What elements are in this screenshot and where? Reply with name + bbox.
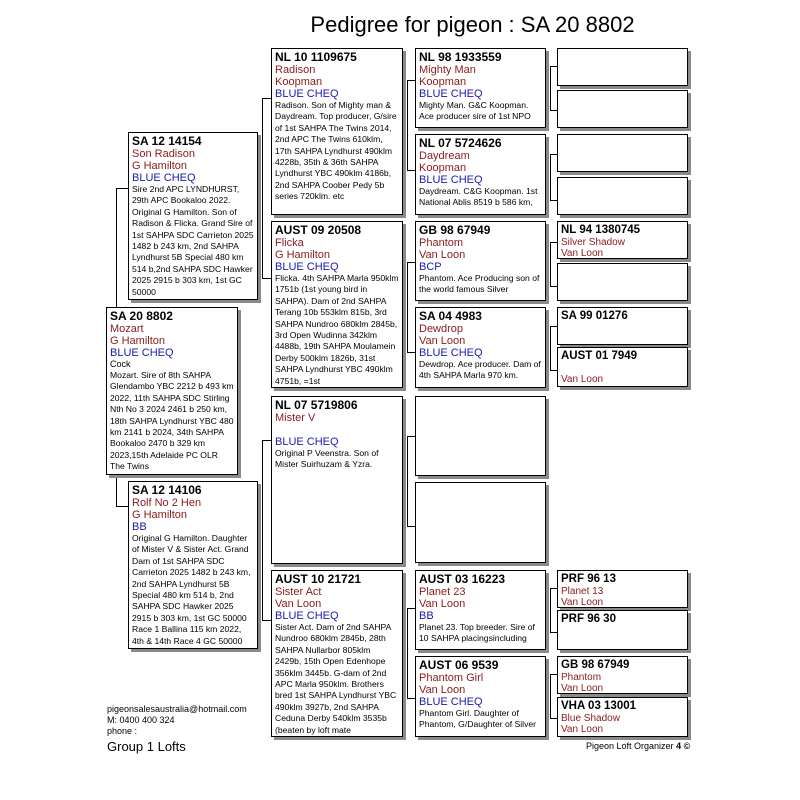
ring-number: GB 98 67949 — [561, 659, 630, 671]
pigeon-name: Phantom — [561, 672, 602, 683]
connector-line — [407, 436, 408, 526]
connector-line — [407, 80, 408, 170]
ring-number: NL 94 1380745 — [561, 224, 641, 236]
connector-line — [550, 242, 551, 286]
pigeon-box-g5[interactable] — [557, 177, 688, 215]
pigeon-notes: Original G Hamilton. Daughter of Mister V & Sister Act. Grand Dam of 1st SAHPA SDC Carrieton 2025 1482 b 243 km, 2nd SAHPA Lyndhurst 5B Special 480 km 514 b, 2nd SAHPA SDC Hawker 2025 2915 b 303 km, 1st GC 50000 Race 1 Ballina 115 km 2022, 4th & 14th Race 4 GC 50000 — [132, 533, 251, 646]
pigeon-sex: Cock — [110, 359, 131, 369]
pigeon-box-dss-empty[interactable] — [415, 396, 546, 476]
breeder-name: Van Loon — [419, 249, 466, 261]
connector-line — [550, 370, 557, 371]
connector-line — [550, 588, 557, 589]
connector-line — [550, 632, 557, 633]
connector-line — [407, 170, 415, 171]
pigeon-colour: BLUE CHEQ — [419, 88, 483, 100]
pigeon-box-ssd[interactable] — [415, 134, 546, 215]
breeder-name: Van Loon — [561, 683, 604, 694]
pigeon-notes: Dewdrop. Ace producer. Dam of 4th SAHPA Marla 970 km. — [419, 359, 541, 381]
connector-line — [407, 608, 415, 609]
pigeon-box-g5[interactable] — [557, 221, 688, 259]
pigeon-box-sss[interactable] — [415, 48, 546, 128]
pigeon-box-sire[interactable] — [128, 132, 258, 300]
breeder-name — [275, 424, 399, 436]
pigeon-box-g5[interactable] — [557, 610, 688, 650]
pigeon-name: Planet 23 — [419, 586, 466, 598]
pigeon-notes: Flicka. 4th SAHPA Marla 950klm 1751b (1st young bird in SAHPA). Dam of 2nd SAHPA Terang 10b 553klm 815b, 3rd SAHPA Nundroo 680klm 2845b, 3rd Open Wudinna 342klm 4488b, 19th SAHPA Moulamein Derby 500klm 1826b, 31st SAHPA Lyndhurst YBC 490klm 4751b, =1st — [275, 273, 399, 386]
pigeon-box-subject[interactable] — [106, 307, 238, 475]
connector-line — [262, 440, 271, 441]
breeder-name: Van Loon — [561, 597, 604, 608]
connector-line — [550, 242, 557, 243]
breeder-name: G Hamilton — [132, 160, 188, 172]
pigeon-box-sdd[interactable] — [415, 307, 546, 388]
ring-number: SA 04 4983 — [419, 309, 482, 323]
breeder-name: Van Loon — [419, 598, 466, 610]
breeder-name: Koopman — [275, 76, 323, 88]
pigeon-colour: BLUE CHEQ — [419, 347, 483, 359]
breeder-name: Van Loon — [419, 684, 466, 696]
pigeon-notes: Original P Veenstra. Son of Mister Suirhuzam & Yzra. — [275, 448, 379, 470]
pigeon-name: Phantom Girl — [419, 672, 484, 684]
pigeon-name: Daydream — [419, 150, 470, 162]
connector-line — [550, 154, 557, 155]
ring-number: VHA 03 13001 — [561, 700, 637, 712]
pigeon-box-sds[interactable] — [415, 221, 546, 301]
pigeon-name: Dewdrop — [419, 323, 464, 335]
pigeon-notes: Radison. Son of Mighty man & Daydream. Top producer, G/sire of 1st SAHPA The Twins 2014, 2nd APC The Twins 610klm, 17th SAHPA Lyndhurst 490klm 4228b, 35th & 36th SAHPA Lyndhurst YBC 490klm 4186b, 2nd SAHPA Coober Pedy 5b series 720klm. etc — [275, 100, 397, 202]
ring-number: SA 12 14106 — [132, 483, 202, 497]
connector-line — [550, 200, 557, 201]
connector-line — [550, 110, 557, 111]
breeder-name: G Hamilton — [110, 335, 166, 347]
pigeon-box-g5[interactable] — [557, 347, 688, 387]
pigeon-name: Mighty Man — [419, 64, 476, 76]
pigeon-colour: BB — [132, 521, 147, 533]
connector-line — [550, 326, 551, 370]
pigeon-notes: Daydream. C&G Koopman. 1st National Ablis 8519 b 586 km, — [419, 186, 538, 208]
pigeon-name: Mozart — [110, 323, 144, 335]
pigeon-box-dam-dam[interactable] — [271, 570, 403, 737]
connector-line — [550, 674, 551, 718]
software-credit — [586, 741, 690, 751]
pigeon-colour: BLUE CHEQ — [132, 172, 196, 184]
breeder-name: Van Loon — [561, 374, 604, 385]
pigeon-box-g5[interactable] — [557, 263, 688, 301]
pigeon-colour: BLUE CHEQ — [419, 696, 483, 708]
connector-line — [550, 718, 557, 719]
connector-line — [116, 476, 117, 506]
connector-line — [407, 526, 415, 527]
connector-line — [550, 66, 557, 67]
connector-line — [262, 620, 271, 621]
pigeon-name: Flicka — [275, 237, 304, 249]
breeder-name: Van Loon — [561, 248, 604, 259]
breeder-name: Van Loon — [561, 724, 604, 735]
ring-number: AUST 10 21721 — [275, 572, 362, 586]
breeder-name: G Hamilton — [132, 509, 188, 521]
pigeon-name: Silver Shadow — [561, 237, 625, 248]
software-name: Pigeon Loft Organizer — [586, 741, 674, 751]
ring-number: AUST 01 7949 — [561, 350, 638, 362]
connector-line — [550, 66, 551, 110]
pigeon-colour: BCP — [419, 261, 442, 273]
breeder-name: Koopman — [419, 76, 467, 88]
pigeon-box-g5[interactable] — [557, 48, 688, 86]
pigeon-notes: Phantom Girl. Daughter of Phantom, G/Daughter of Silver — [419, 708, 537, 730]
contact-phone: phone : — [107, 726, 138, 736]
pigeon-notes: Planet 23. Top breeder. Sire of 10 SAHPA placingsincluding — [419, 622, 535, 644]
pigeon-colour: BLUE CHEQ — [275, 610, 339, 622]
pigeon-name: Son Radison — [132, 148, 195, 160]
connector-line — [407, 436, 415, 437]
connector-line — [407, 698, 415, 699]
pigeon-notes: Mighty Man. G&C Koopman. Ace producer sire of 1st NPO — [419, 100, 531, 122]
connector-line — [116, 506, 128, 507]
pigeon-box-g5[interactable] — [557, 134, 688, 172]
pigeon-name: Planet 13 — [561, 586, 604, 597]
pigeon-name — [561, 363, 684, 374]
connector-line — [407, 262, 408, 352]
pigeon-name: Blue Shadow — [561, 713, 620, 724]
pigeon-colour: BLUE CHEQ — [275, 261, 339, 273]
connector-line — [550, 326, 557, 327]
pigeon-notes: Sire 2nd APC LYNDHURST, 29th APC Bookaloo 2022. Original G Hamilton. Son of Radison & Flicka. Grand Sire of 1st SAHPA SDC Carrieton 2025 1482 b 243 km, 2nd SAHPA Lyndhurst 5B Special 480 km 514 b,2nd SAHPA SDC Hawker 2025 2915 b 303 km, 1st GC 50000 — [132, 184, 254, 297]
pigeon-box-g5[interactable] — [557, 307, 688, 345]
contact-mobile: M: 0400 400 324 — [107, 715, 175, 725]
connector-line — [550, 588, 551, 632]
software-version: 4 © — [676, 741, 691, 751]
pigeon-name: Phantom — [419, 237, 464, 249]
pigeon-box-g5[interactable] — [557, 697, 688, 737]
ring-number: NL 98 1933559 — [419, 50, 502, 64]
ring-number: SA 12 14154 — [132, 134, 202, 148]
pigeon-colour: BLUE CHEQ — [275, 436, 339, 448]
connector-line — [262, 98, 271, 99]
pigeon-box-dsd-empty[interactable] — [415, 482, 546, 563]
pigeon-notes: Sister Act. Dam of 2nd SAHPA Nundroo 680klm 2845b, 28th SAHPA Nullarbor 805klm 2429b, 15th Open Edenhope 356klm 3445b. G-dam of 2nd APC Marla 950klm. Brothers bred 1st SAHPA Lyndhurst YBC 490klm 3927b, 2nd SAHPA Ceduna Derby 540klm 3535b (beaten by loft mate — [275, 622, 397, 735]
breeder-name: Koopman — [419, 162, 467, 174]
contact-email[interactable]: pigeonsalesaustralia@hotmail.com — [107, 704, 247, 714]
breeder-name: Van Loon — [419, 335, 466, 347]
connector-line — [262, 440, 263, 620]
ring-number: SA 20 8802 — [110, 309, 173, 323]
pigeon-name: Radison — [275, 64, 316, 76]
pigeon-colour: BLUE CHEQ — [110, 347, 174, 359]
ring-number: PRF 96 30 — [561, 613, 616, 625]
contact-info — [107, 704, 247, 737]
pigeon-box-g5[interactable] — [557, 90, 688, 128]
ring-number: AUST 03 16223 — [419, 572, 506, 586]
pigeon-colour: BLUE CHEQ — [275, 88, 339, 100]
ring-number: AUST 09 20508 — [275, 223, 362, 237]
pigeon-box-dam-sire[interactable] — [271, 396, 403, 564]
connector-line — [262, 98, 263, 278]
ring-number: NL 07 5724626 — [419, 136, 502, 150]
pigeon-box-g5[interactable] — [557, 570, 688, 608]
pigeon-colour: BLUE CHEQ — [419, 174, 483, 186]
connector-line — [407, 80, 415, 81]
pigeon-name: Sister Act — [275, 586, 322, 598]
pigeon-name: Rolf No 2 Hen — [132, 497, 202, 509]
connector-line — [407, 352, 415, 353]
ring-number: NL 07 5719806 — [275, 398, 358, 412]
connector-line — [116, 188, 117, 308]
ring-number: NL 10 1109675 — [275, 50, 357, 64]
pigeon-box-ddd[interactable] — [415, 656, 546, 737]
breeder-name: Van Loon — [275, 598, 322, 610]
ring-number: SA 99 01276 — [561, 310, 628, 322]
pigeon-name: Mister V — [275, 412, 316, 424]
pigeon-notes: Mozart. Sire of 8th SAHPA Glendambo YBC 2212 b 493 km 2022, 11th SAHPA SDC Stirling Nth No 3 2024 2461 b 250 km, 18th SAHPA Lyndhurst YBC 480 km 2141 b 2024, 34th SAHPA Bookaloo 2470 b 329 km 2023,15th Adelaide PC OLR The Twins — [110, 370, 234, 472]
pigeon-box-dam[interactable] — [128, 481, 258, 649]
connector-line — [262, 278, 271, 279]
connector-line — [550, 674, 557, 675]
pigeon-colour: BB — [419, 610, 434, 622]
connector-line — [407, 262, 415, 263]
page-title: Pedigree for pigeon : SA 20 8802 — [310, 12, 635, 37]
pigeon-notes: Phantom. Ace Producing son of the world famous Silver — [419, 273, 540, 295]
pigeon-box-dds[interactable] — [415, 570, 546, 650]
pigeon-box-sire-sire[interactable] — [271, 48, 403, 215]
connector-line — [116, 188, 128, 189]
ring-number: AUST 06 9539 — [419, 658, 499, 672]
breeder-name: G Hamilton — [275, 249, 331, 261]
loft-name: Group 1 Lofts — [107, 739, 186, 754]
pigeon-box-sire-dam[interactable] — [271, 221, 403, 388]
connector-line — [550, 154, 551, 200]
connector-line — [550, 286, 557, 287]
connector-line — [407, 608, 408, 698]
ring-number: GB 98 67949 — [419, 223, 491, 237]
ring-number: PRF 96 13 — [561, 573, 616, 585]
pigeon-box-g5[interactable] — [557, 656, 688, 694]
